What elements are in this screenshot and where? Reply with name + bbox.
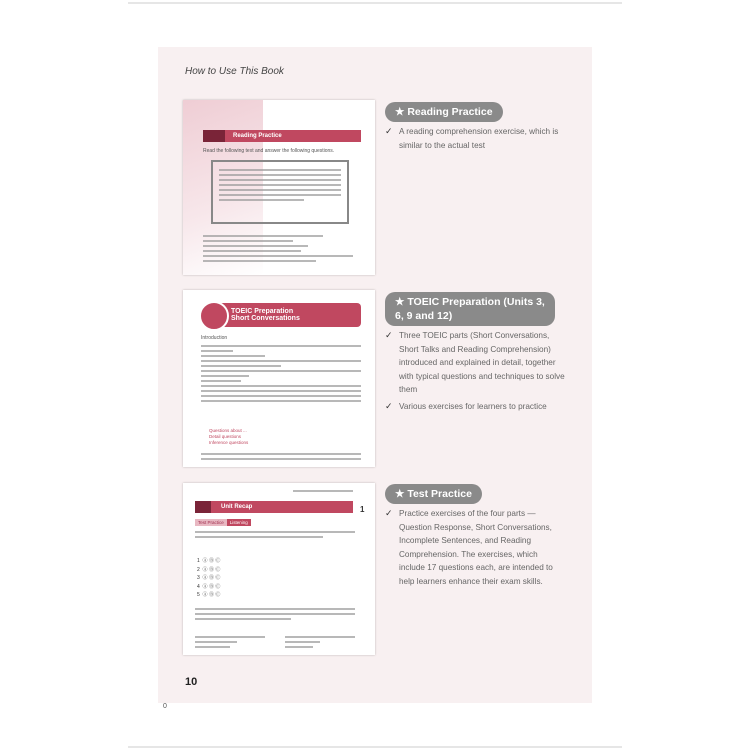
book-page bbox=[158, 47, 592, 703]
description-item: Various exercises for learners to practice bbox=[399, 401, 547, 411]
check-icon: ✓ bbox=[385, 126, 393, 136]
unit-recap-title: Unit Recap bbox=[221, 504, 253, 510]
reading-practice-tag: ★ Reading Practice bbox=[385, 102, 503, 122]
reading-practice-description bbox=[385, 125, 565, 155]
thumb-intro: Introduction bbox=[201, 335, 228, 341]
bar-title-line-2: Short Conversations bbox=[231, 315, 300, 322]
questions-block bbox=[203, 232, 353, 265]
list-item: Questions about ... bbox=[209, 428, 247, 433]
thumb-body bbox=[201, 342, 361, 405]
reading-practice-bar-title: Reading Practice bbox=[233, 133, 282, 139]
test-practice-thumbnail bbox=[183, 483, 375, 655]
reading-practice-bar bbox=[203, 130, 361, 142]
test-practice-tag: ★ Test Practice bbox=[385, 484, 482, 504]
toeic-preparation-tag: ★ TOEIC Preparation (Units 3, 6, 9 and 12) bbox=[385, 292, 555, 326]
page-number: 10 bbox=[185, 676, 198, 688]
tab-listening: Listening bbox=[227, 519, 251, 526]
description-item: Three TOEIC parts (Short Conversations, Short Talks and Reading Comprehension) introduced and explained in detail, together with typical questions and techniques to solve them bbox=[399, 331, 565, 394]
check-icon: ✓ bbox=[385, 400, 393, 411]
reading-practice-thumbnail bbox=[183, 100, 375, 275]
check-icon: ✓ bbox=[385, 508, 393, 518]
answer-rows bbox=[197, 557, 220, 600]
top-rule bbox=[128, 2, 622, 4]
tab-test-practice: Test Practice bbox=[195, 519, 227, 526]
running-title: How to Use This Book bbox=[185, 66, 284, 77]
list-item: Inference questions bbox=[209, 440, 249, 445]
unit-number: 1 bbox=[360, 505, 365, 514]
description-item: Practice exercises of the four parts — Question Response, Short Conversations, Incomplete Sentences, and Reading Comprehension. The exercises, which include 17 questions each, are intended to help learners enhance their exam skills. bbox=[399, 509, 553, 586]
answer-row: 1 Ⓐ Ⓑ Ⓒ bbox=[197, 558, 221, 564]
toeic-preparation-description bbox=[385, 329, 565, 416]
description-item: A reading comprehension exercise, which is similar to the actual test bbox=[399, 127, 559, 150]
unit-recap-bar bbox=[195, 501, 353, 513]
reading-passage-box bbox=[211, 160, 349, 224]
answer-row: 3 Ⓐ Ⓑ Ⓒ bbox=[197, 575, 221, 581]
bottom-rule bbox=[128, 746, 622, 748]
thumb-instruction: Read the following text and answer the following questions. bbox=[203, 148, 335, 154]
stray-mark: 0 bbox=[163, 703, 167, 710]
recap-icon bbox=[195, 501, 211, 513]
test-practice-description bbox=[385, 507, 565, 591]
check-icon: ✓ bbox=[385, 330, 393, 340]
bar-title-line-1: TOEIC Preparation bbox=[231, 308, 294, 315]
list-item: Detail questions bbox=[209, 434, 242, 439]
toeic-preparation-bar bbox=[201, 303, 361, 327]
head-icon bbox=[199, 301, 229, 331]
answer-row: 5 Ⓐ Ⓑ Ⓒ bbox=[197, 592, 221, 598]
answer-row: 2 Ⓐ Ⓑ Ⓒ bbox=[197, 566, 221, 573]
toeic-preparation-thumbnail bbox=[183, 290, 375, 467]
recap-tabs bbox=[195, 519, 251, 526]
answer-row: 4 Ⓐ Ⓑ Ⓒ bbox=[197, 583, 221, 590]
thumb-question-list bbox=[209, 428, 248, 446]
